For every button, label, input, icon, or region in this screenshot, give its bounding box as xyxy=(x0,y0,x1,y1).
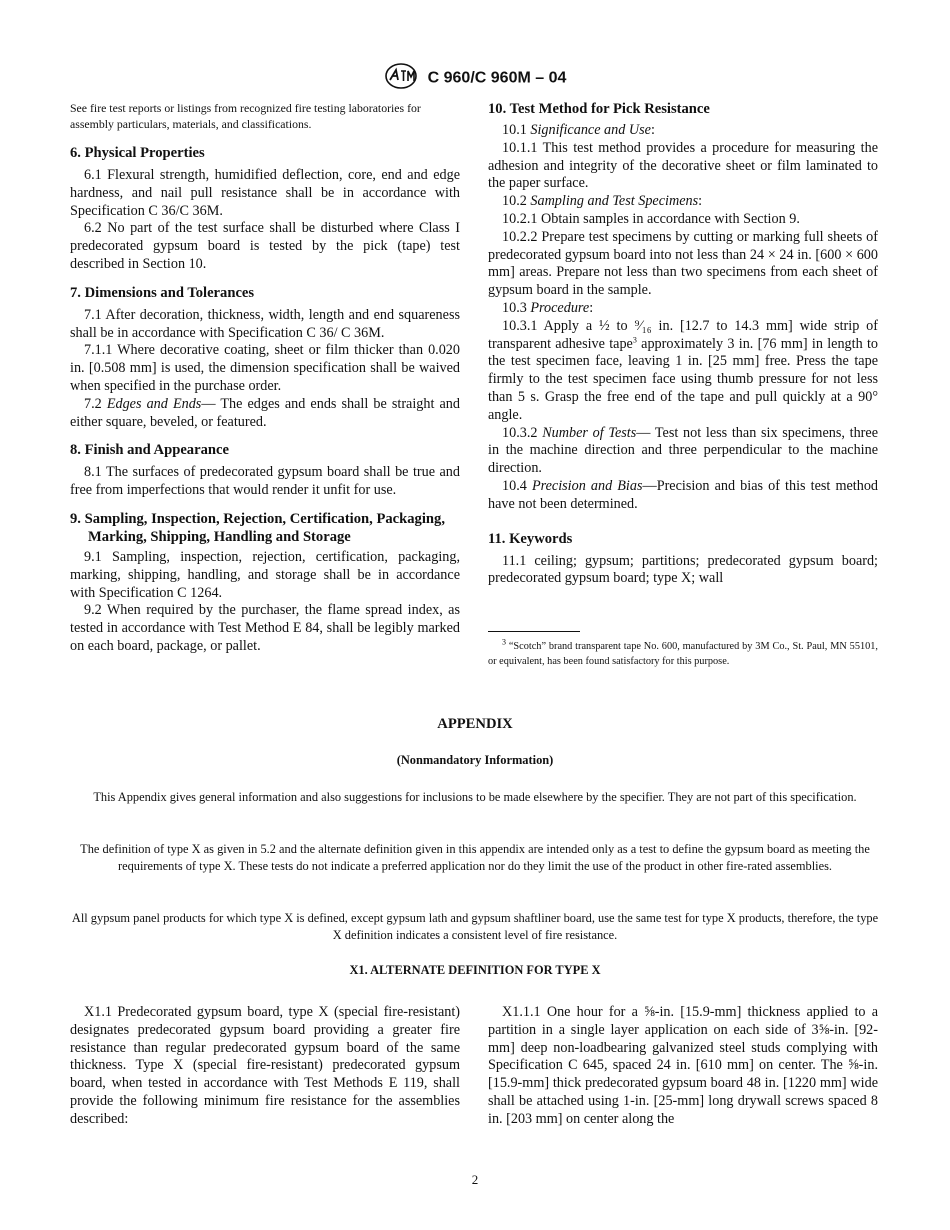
section-11-heading: 11. Keywords xyxy=(488,530,573,547)
para-7-1: 7.1 After decoration, thickness, width, length and end squareness shall be in accordance with Specification C 36/ C 36M. xyxy=(70,306,460,341)
para-10-3-2: 10.3.2 Number of Tests— Test not less than six specimens, three in the machine direction and three perpendicular to the machine direction. xyxy=(488,424,878,477)
para-9-2: 9.2 When required by the purchaser, the flame spread index, as tested in accordance with Test Method E 84, shall be legibly marked on each board, package, or pallet. xyxy=(70,602,460,654)
para-x1-1: X1.1 Predecorated gypsum board, type X (special fire-resistant) designates predecorated gypsum board providing a greater fire resistance than regular predecorated gypsum board of the same thickness. Type X (special fire-resistant) predecorated gypsum board, when tested in accordance with Test Methods E 119, shall provide the following minimum fire resistance for the assemblies described: xyxy=(70,1004,460,1127)
section-7-heading: 7. Dimensions and Tolerances xyxy=(70,284,255,301)
section-10-heading: 10. Test Method for Pick Resistance xyxy=(488,101,710,117)
x1-heading: X1. ALTERNATE DEFINITION FOR TYPE X xyxy=(349,963,601,977)
para-10-1-1: 10.1.1 This test method provides a procedure for measuring the adhesion and integrity of the decorative sheet or film laminated to the paper surface. xyxy=(488,139,878,192)
para-10-2: 10.2 Sampling and Test Specimens: xyxy=(502,193,703,210)
para-7-1-1: 7.1.1 Where decorative coating, sheet or film thicker than 0.020 in. [0.508 mm] is used, the dimension specification shall be waived when specified in the purchase order. xyxy=(70,342,460,394)
fire-test-note: See fire test reports or listings from recognized fire testing laboratories for assembly particulars, materials, and classifications. xyxy=(70,101,421,131)
para-10-2-1: 10.2.1 Obtain samples in accordance with Section 9. xyxy=(502,210,800,227)
designation-title: C 960/C 960M – 04 xyxy=(427,69,567,87)
para-6-1: 6.1 Flexural strength, humidified deflection, core, end and edge hardness, and nail pull resistance shall be in accordance with Specification C 36/C 36M. xyxy=(70,167,460,219)
appendix-title: APPENDIX xyxy=(437,716,513,732)
para-10-3: 10.3 Procedure: xyxy=(502,299,594,316)
footnote-rule xyxy=(488,631,580,632)
section-6-heading: 6. Physical Properties xyxy=(70,145,205,161)
section-8-heading: 8. Finish and Appearance xyxy=(70,442,229,459)
para-10-1: 10.1 Significance and Use: xyxy=(502,122,655,138)
astm-logo-icon xyxy=(384,62,418,95)
para-9-1: 9.1 Sampling, inspection, rejection, certification, packaging, marking, shipping, handling, and storage shall be in accordance with Specification C 1264. xyxy=(70,548,460,601)
right-column xyxy=(488,100,878,588)
page-number: 2 xyxy=(471,1172,479,1187)
appendix-subtitle: (Nonmandatory Information) xyxy=(396,753,554,767)
para-x1-1-1: X1.1.1 One hour for a ⅝-in. [15.9-mm] thickness applied to a partition in a single layer application on each side of 3⅝-in. [92-mm] deep non-loadbearing galvanized steel studs complying with Specification C 645, spaced 24 in. [610 mm] on center. The ⅝-in. [15.9-mm] thick predecorated gypsum board 48 in. [1220 mm] wide shall be attached using 1-in. [25-mm] long drywall screws spaced 8 in. [203 mm] on center along the xyxy=(488,1004,878,1127)
para-10-4: 10.4 Precision and Bias—Precision and bias of this test method have not been determined. xyxy=(488,477,879,512)
appendix-para-3: All gypsum panel products for which type X is defined, except gypsum lath and gypsum shaftliner board, use the same test for type X products, therefore, the type X definition indicates a consistent level of fire resistance. xyxy=(71,911,879,942)
footnote: $^3$ “Scotch” brand transparent tape No. 600, manufactured by 3M Co., St. Paul, MN 55101, or equivalent, has been found satisfactory for this purpose. xyxy=(488,637,878,667)
para-10-3-1: 10.3.1 Apply a ½ to ⁹⁄₁₆ in. [12.7 to 14.3 mm] wide strip of transparent adhesive tape$^3$ approximately 3 in. [76 mm] in length to the test specimen face, leaving 1 in. [25 mm] free. Press the tape firmly to the test specimen face using thumb pressure for not less than 5 s. Grasp the free end of the tape and pull quickly at a 90° angle. xyxy=(488,317,878,423)
appendix-para-2: The definition of type X as given in 5.2 and the alternate definition given in this appendix are intended only as a test to define the gypsum board as meeting the requirements of type X. These tests do not indicate a preferred application nor do they limit the use of the product in other fire-rated assemblies. xyxy=(80,842,870,873)
footnote-ref: 3 xyxy=(632,334,637,344)
para-6-2: 6.2 No part of the test surface shall be disturbed where Class I predecorated gypsum board is tested by the pick (tape) test described in Section 10. xyxy=(70,220,460,272)
para-10-2-2: 10.2.2 Prepare test specimens by cutting or marking full sheets of predecorated gypsum board into not less than 24 × 24 in. [600 × 600 mm] areas. Prepare not less than two specimens from each sheet of gypsum board in the sample. xyxy=(488,228,878,299)
para-7-2: 7.2 Edges and Ends— The edges and ends shall be straight and either square, beveled, or featured. xyxy=(70,395,460,430)
para-11-1: 11.1 ceiling; gypsum; partitions; predecorated gypsum board; predecorated gypsum board; type X; wall xyxy=(488,552,878,587)
section-9-heading: 9. Sampling, Inspection, Rejection, Certification, Packaging, Marking, Shipping, Handling and Storage xyxy=(70,510,445,545)
appendix-para-1: This Appendix gives general information and also suggestions for inclusions to be made elsewhere by the specifier. They are not part of this specification. xyxy=(93,790,857,804)
para-8-1: 8.1 The surfaces of predecorated gypsum board shall be true and free from imperfections that would render it unfit for use. xyxy=(70,464,460,499)
left-column xyxy=(70,100,460,656)
page-header xyxy=(0,62,950,95)
